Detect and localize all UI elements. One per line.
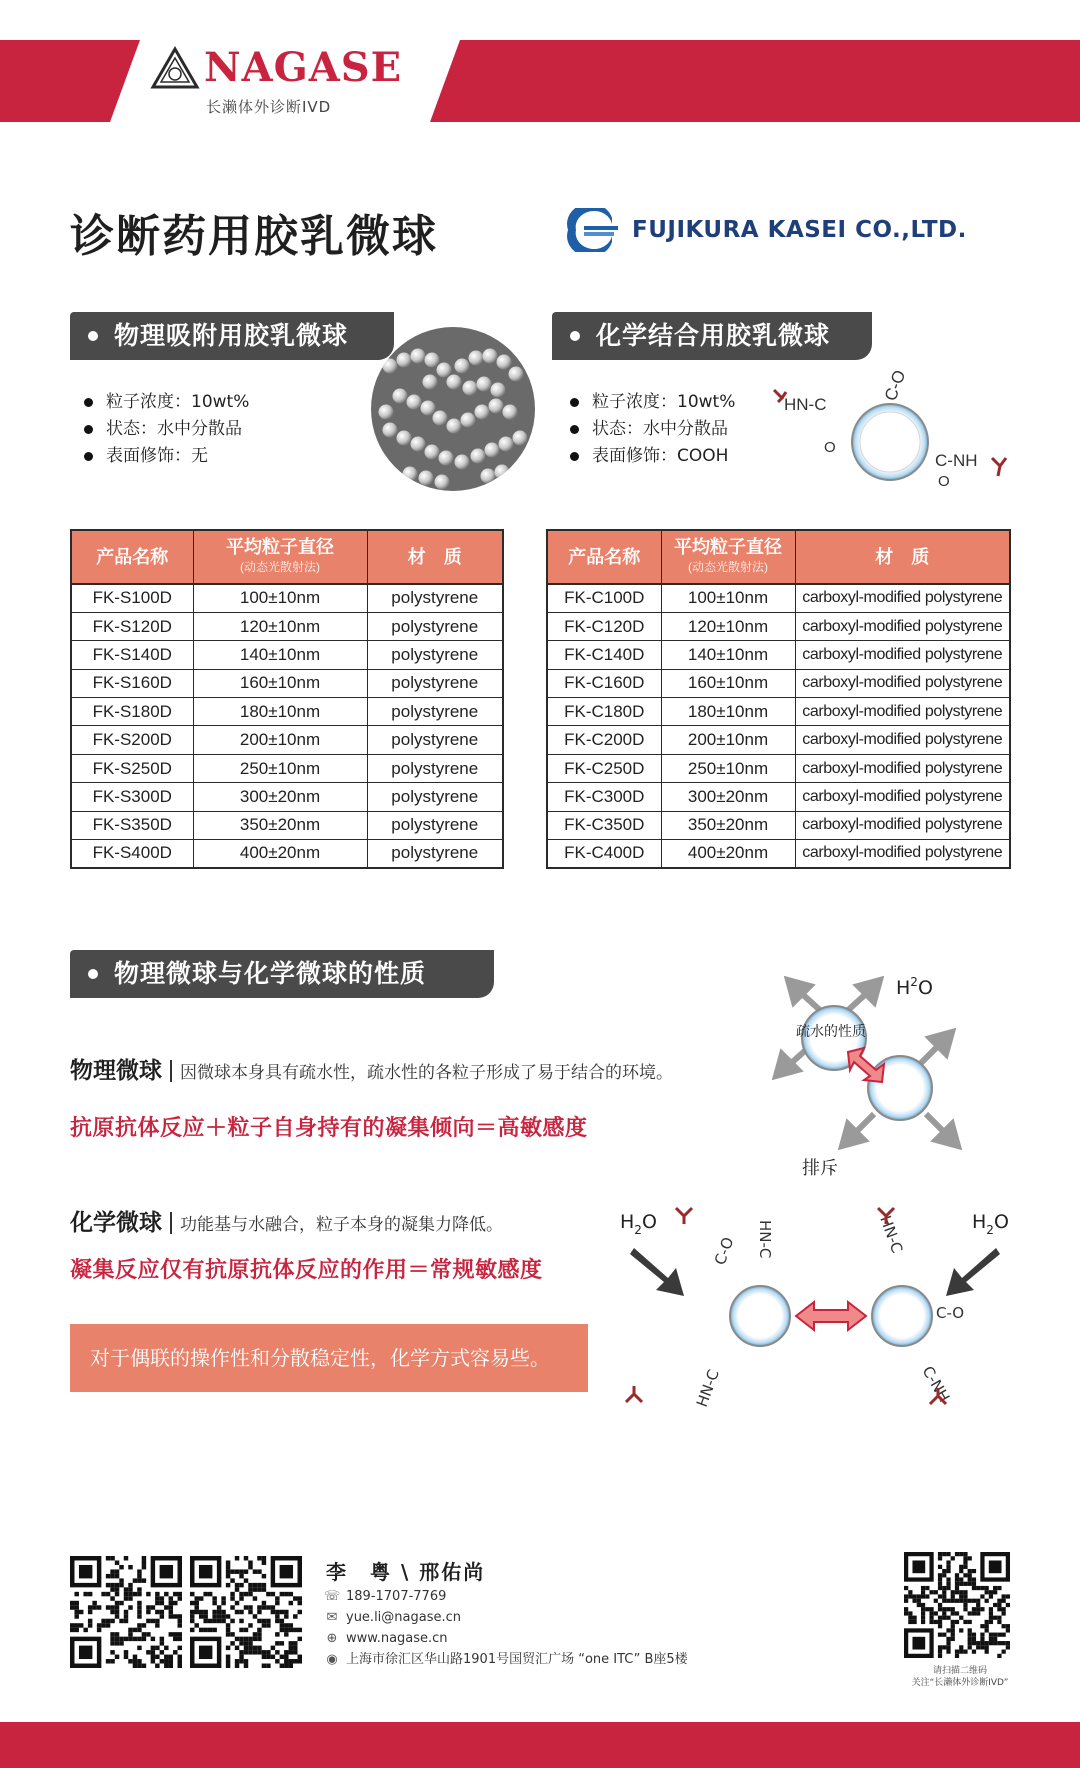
material-cell: polystyrene xyxy=(367,811,503,839)
spec-item: 粒子浓度：10wt% xyxy=(566,389,786,416)
particle-size-cell: 140±10nm xyxy=(661,641,795,669)
col-header-size: 平均粒子直径 (动态光散射法) xyxy=(193,530,367,584)
table-row xyxy=(71,641,503,669)
ivd-qr-code-icon[interactable] xyxy=(904,1552,1010,1658)
qr-caption: 请扫描二维码 关注“长濑体外诊断IVD” xyxy=(911,1666,1009,1688)
group-label-left: HN-C xyxy=(784,395,827,414)
brand-name: NAGASE xyxy=(204,44,403,91)
material-cell: polystyrene xyxy=(367,669,503,697)
address-line: ◉ 上海市徐汇区华山路1901号国贸汇广场 “one ITC” B座5楼 xyxy=(324,1649,744,1670)
col-header-material: 材 质 xyxy=(795,530,1010,584)
material-cell: polystyrene xyxy=(367,726,503,754)
particle-size-cell: 180±10nm xyxy=(661,698,795,726)
water-label: $H^2O$ xyxy=(896,975,933,999)
material-cell: carboxyl-modified polystyrene xyxy=(795,726,1010,754)
group-nh-bottom: C-NH xyxy=(918,1363,954,1406)
group-label-o: O xyxy=(938,473,950,490)
chemical-formula: 凝集反应仅有抗原抗体反应的作用＝常规敏感度 xyxy=(70,1258,543,1283)
particle-size-cell: 100±10nm xyxy=(661,584,795,612)
note-box: 对于偶联的操作性和分散稳定性，化学方式容易些。 xyxy=(70,1324,588,1392)
globe-icon: ⊕ xyxy=(326,1631,338,1646)
product-name-cell: FK-C100D xyxy=(547,584,661,612)
particle-size-cell: 400±20nm xyxy=(193,840,367,868)
mail-icon: ✉ xyxy=(326,1610,338,1625)
table-row xyxy=(71,669,503,697)
group-co-left: C-O xyxy=(710,1234,738,1268)
product-name-cell: FK-C300D xyxy=(547,783,661,811)
material-cell: carboxyl-modified polystyrene xyxy=(795,783,1010,811)
location-icon: ◉ xyxy=(326,1652,338,1667)
physical-property-line xyxy=(70,1052,770,1085)
col-header-name: 产品名称 xyxy=(547,530,661,584)
particle-size-cell: 400±20nm xyxy=(661,840,795,868)
particle-size-cell: 180±10nm xyxy=(193,698,367,726)
physical-formula: 抗原抗体反应＋粒子自身持有的凝集倾向＝高敏感度 xyxy=(70,1116,588,1141)
physical-desc: 因微球本身具有疏水性，疏水性的各粒子形成了易于结合的环境。 xyxy=(180,1063,673,1083)
col-header-material: 材 质 xyxy=(367,530,503,584)
material-cell: carboxyl-modified polystyrene xyxy=(795,669,1010,697)
table-row xyxy=(71,811,503,839)
material-cell: polystyrene xyxy=(367,754,503,782)
particle-size-cell: 250±10nm xyxy=(661,754,795,782)
phone-line[interactable]: ☏ 189-1707-7769 xyxy=(324,1586,744,1607)
product-name-cell: FK-C200D xyxy=(547,726,661,754)
product-name-cell: FK-C160D xyxy=(547,669,661,697)
spec-item: 状态：水中分散品 xyxy=(80,416,360,443)
particle-size-cell: 200±10nm xyxy=(193,726,367,754)
product-name-cell: FK-S180D xyxy=(71,698,193,726)
material-cell: carboxyl-modified polystyrene xyxy=(795,612,1010,640)
group-label-o: O xyxy=(824,439,836,456)
table-row xyxy=(71,726,503,754)
material-cell: polystyrene xyxy=(367,584,503,612)
product-name-cell: FK-S300D xyxy=(71,783,193,811)
particle-size-cell: 300±20nm xyxy=(661,783,795,811)
material-cell: polystyrene xyxy=(367,783,503,811)
table-row xyxy=(547,811,1010,839)
product-name-cell: FK-S160D xyxy=(71,669,193,697)
product-name-cell: FK-S120D xyxy=(71,612,193,640)
product-name-cell: FK-C350D xyxy=(547,811,661,839)
brand-subtitle: 长濑体外诊断IVD xyxy=(206,98,332,116)
hydrophobic-diagram xyxy=(760,964,970,1182)
footer-band xyxy=(0,1722,1080,1768)
qr-code-icon[interactable] xyxy=(190,1556,302,1668)
group-hn-top: HN-C xyxy=(756,1220,774,1259)
spec-item: 粒子浓度：10wt% xyxy=(80,389,360,416)
product-name-cell: FK-C250D xyxy=(547,754,661,782)
properties-heading: 物理微球与化学微球的性质 xyxy=(70,950,494,998)
spec-item: 表面修饰：无 xyxy=(80,443,360,470)
material-cell: carboxyl-modified polystyrene xyxy=(795,811,1010,839)
water-label-left: $H_2O$ xyxy=(620,1211,657,1237)
spec-item: 表面修饰：COOH xyxy=(566,443,786,470)
material-cell: polystyrene xyxy=(367,698,503,726)
product-name-cell: FK-C120D xyxy=(547,612,661,640)
particle-size-cell: 350±20nm xyxy=(193,811,367,839)
contact-name: 李 粤 \ 邢佑尚 xyxy=(326,1560,486,1584)
material-cell: carboxyl-modified polystyrene xyxy=(795,698,1010,726)
group-label-right: C-NH xyxy=(935,451,978,470)
material-cell: carboxyl-modified polystyrene xyxy=(795,584,1010,612)
spec-item: 状态：水中分散品 xyxy=(566,416,786,443)
material-cell: carboxyl-modified polystyrene xyxy=(795,754,1010,782)
contact-details xyxy=(324,1586,744,1670)
table-row xyxy=(71,783,503,811)
particle-size-cell: 120±10nm xyxy=(193,612,367,640)
page-title: 诊断药用胶乳微球 xyxy=(70,211,438,262)
material-cell: polystyrene xyxy=(367,840,503,868)
phone-icon: ☏ xyxy=(324,1589,341,1604)
physical-heading: 物理吸附用胶乳微球 xyxy=(70,312,394,360)
particle-size-cell: 300±20nm xyxy=(193,783,367,811)
product-name-cell: FK-S200D xyxy=(71,726,193,754)
particle-size-cell: 140±10nm xyxy=(193,641,367,669)
chemical-heading: 化学结合用胶乳微球 xyxy=(552,312,872,360)
product-name-cell: FK-S140D xyxy=(71,641,193,669)
group-hn-right-top: HN-C xyxy=(876,1213,907,1256)
particle-size-cell: 120±10nm xyxy=(661,612,795,640)
table-row xyxy=(71,840,503,868)
particle-size-cell: 160±10nm xyxy=(661,669,795,697)
repel-label: 排斥 xyxy=(802,1158,838,1179)
table-row xyxy=(547,612,1010,640)
carboxyl-particle-diagram xyxy=(770,350,1016,490)
product-name-cell: FK-S400D xyxy=(71,840,193,868)
material-cell: carboxyl-modified polystyrene xyxy=(795,641,1010,669)
col-header-name: 产品名称 xyxy=(71,530,193,584)
wechat-qr-code-icon[interactable] xyxy=(70,1556,182,1668)
col-header-size: 平均粒子直径 (动态光散射法) xyxy=(661,530,795,584)
group-co-right: C-O xyxy=(936,1304,965,1322)
fujikura-logo-icon xyxy=(562,208,622,252)
particle-size-cell: 100±10nm xyxy=(193,584,367,612)
chemical-interaction-diagram xyxy=(610,1206,1020,1416)
hydrophobic-label: 疏水的性质 xyxy=(796,1024,866,1040)
nagase-logo-icon xyxy=(150,46,200,90)
product-name-cell: FK-S350D xyxy=(71,811,193,839)
chemical-product-table xyxy=(546,529,1011,869)
physical-spec-list xyxy=(80,389,360,470)
table-row xyxy=(547,726,1010,754)
water-label-right: $H_2O$ xyxy=(972,1211,1009,1237)
latex-sem-image xyxy=(370,326,536,492)
physical-label: 物理微球 xyxy=(70,1058,162,1084)
table-row xyxy=(547,669,1010,697)
web-line[interactable]: ⊕ www.nagase.cn xyxy=(324,1628,744,1649)
particle-size-cell: 200±10nm xyxy=(661,726,795,754)
product-name-cell: FK-C180D xyxy=(547,698,661,726)
group-label-top: C-O xyxy=(880,367,910,404)
table-row xyxy=(71,754,503,782)
group-hn-bottom: HN-C xyxy=(692,1367,723,1410)
chemical-spec-list xyxy=(566,389,786,470)
table-row xyxy=(547,783,1010,811)
product-name-cell: FK-C400D xyxy=(547,840,661,868)
material-cell: carboxyl-modified polystyrene xyxy=(795,840,1010,868)
table-row xyxy=(547,584,1010,612)
chemical-desc: 功能基与水融合，粒子本身的凝集力降低。 xyxy=(180,1215,503,1235)
chemical-property-line xyxy=(70,1204,630,1237)
table-row xyxy=(71,584,503,612)
table-row xyxy=(547,840,1010,868)
product-name-cell: FK-C140D xyxy=(547,641,661,669)
particle-size-cell: 250±10nm xyxy=(193,754,367,782)
product-name-cell: FK-S250D xyxy=(71,754,193,782)
table-row xyxy=(71,698,503,726)
material-cell: polystyrene xyxy=(367,612,503,640)
email-line[interactable]: ✉ yue.li@nagase.cn xyxy=(324,1607,744,1628)
particle-size-cell: 350±20nm xyxy=(661,811,795,839)
material-cell: polystyrene xyxy=(367,641,503,669)
table-row xyxy=(547,698,1010,726)
table-row xyxy=(547,641,1010,669)
chemical-label: 化学微球 xyxy=(70,1210,162,1236)
table-row xyxy=(71,612,503,640)
table-row xyxy=(547,754,1010,782)
partner-name: FUJIKURA KASEI CO.,LTD. xyxy=(632,217,967,243)
particle-size-cell: 160±10nm xyxy=(193,669,367,697)
product-name-cell: FK-S100D xyxy=(71,584,193,612)
physical-product-table xyxy=(70,529,504,869)
